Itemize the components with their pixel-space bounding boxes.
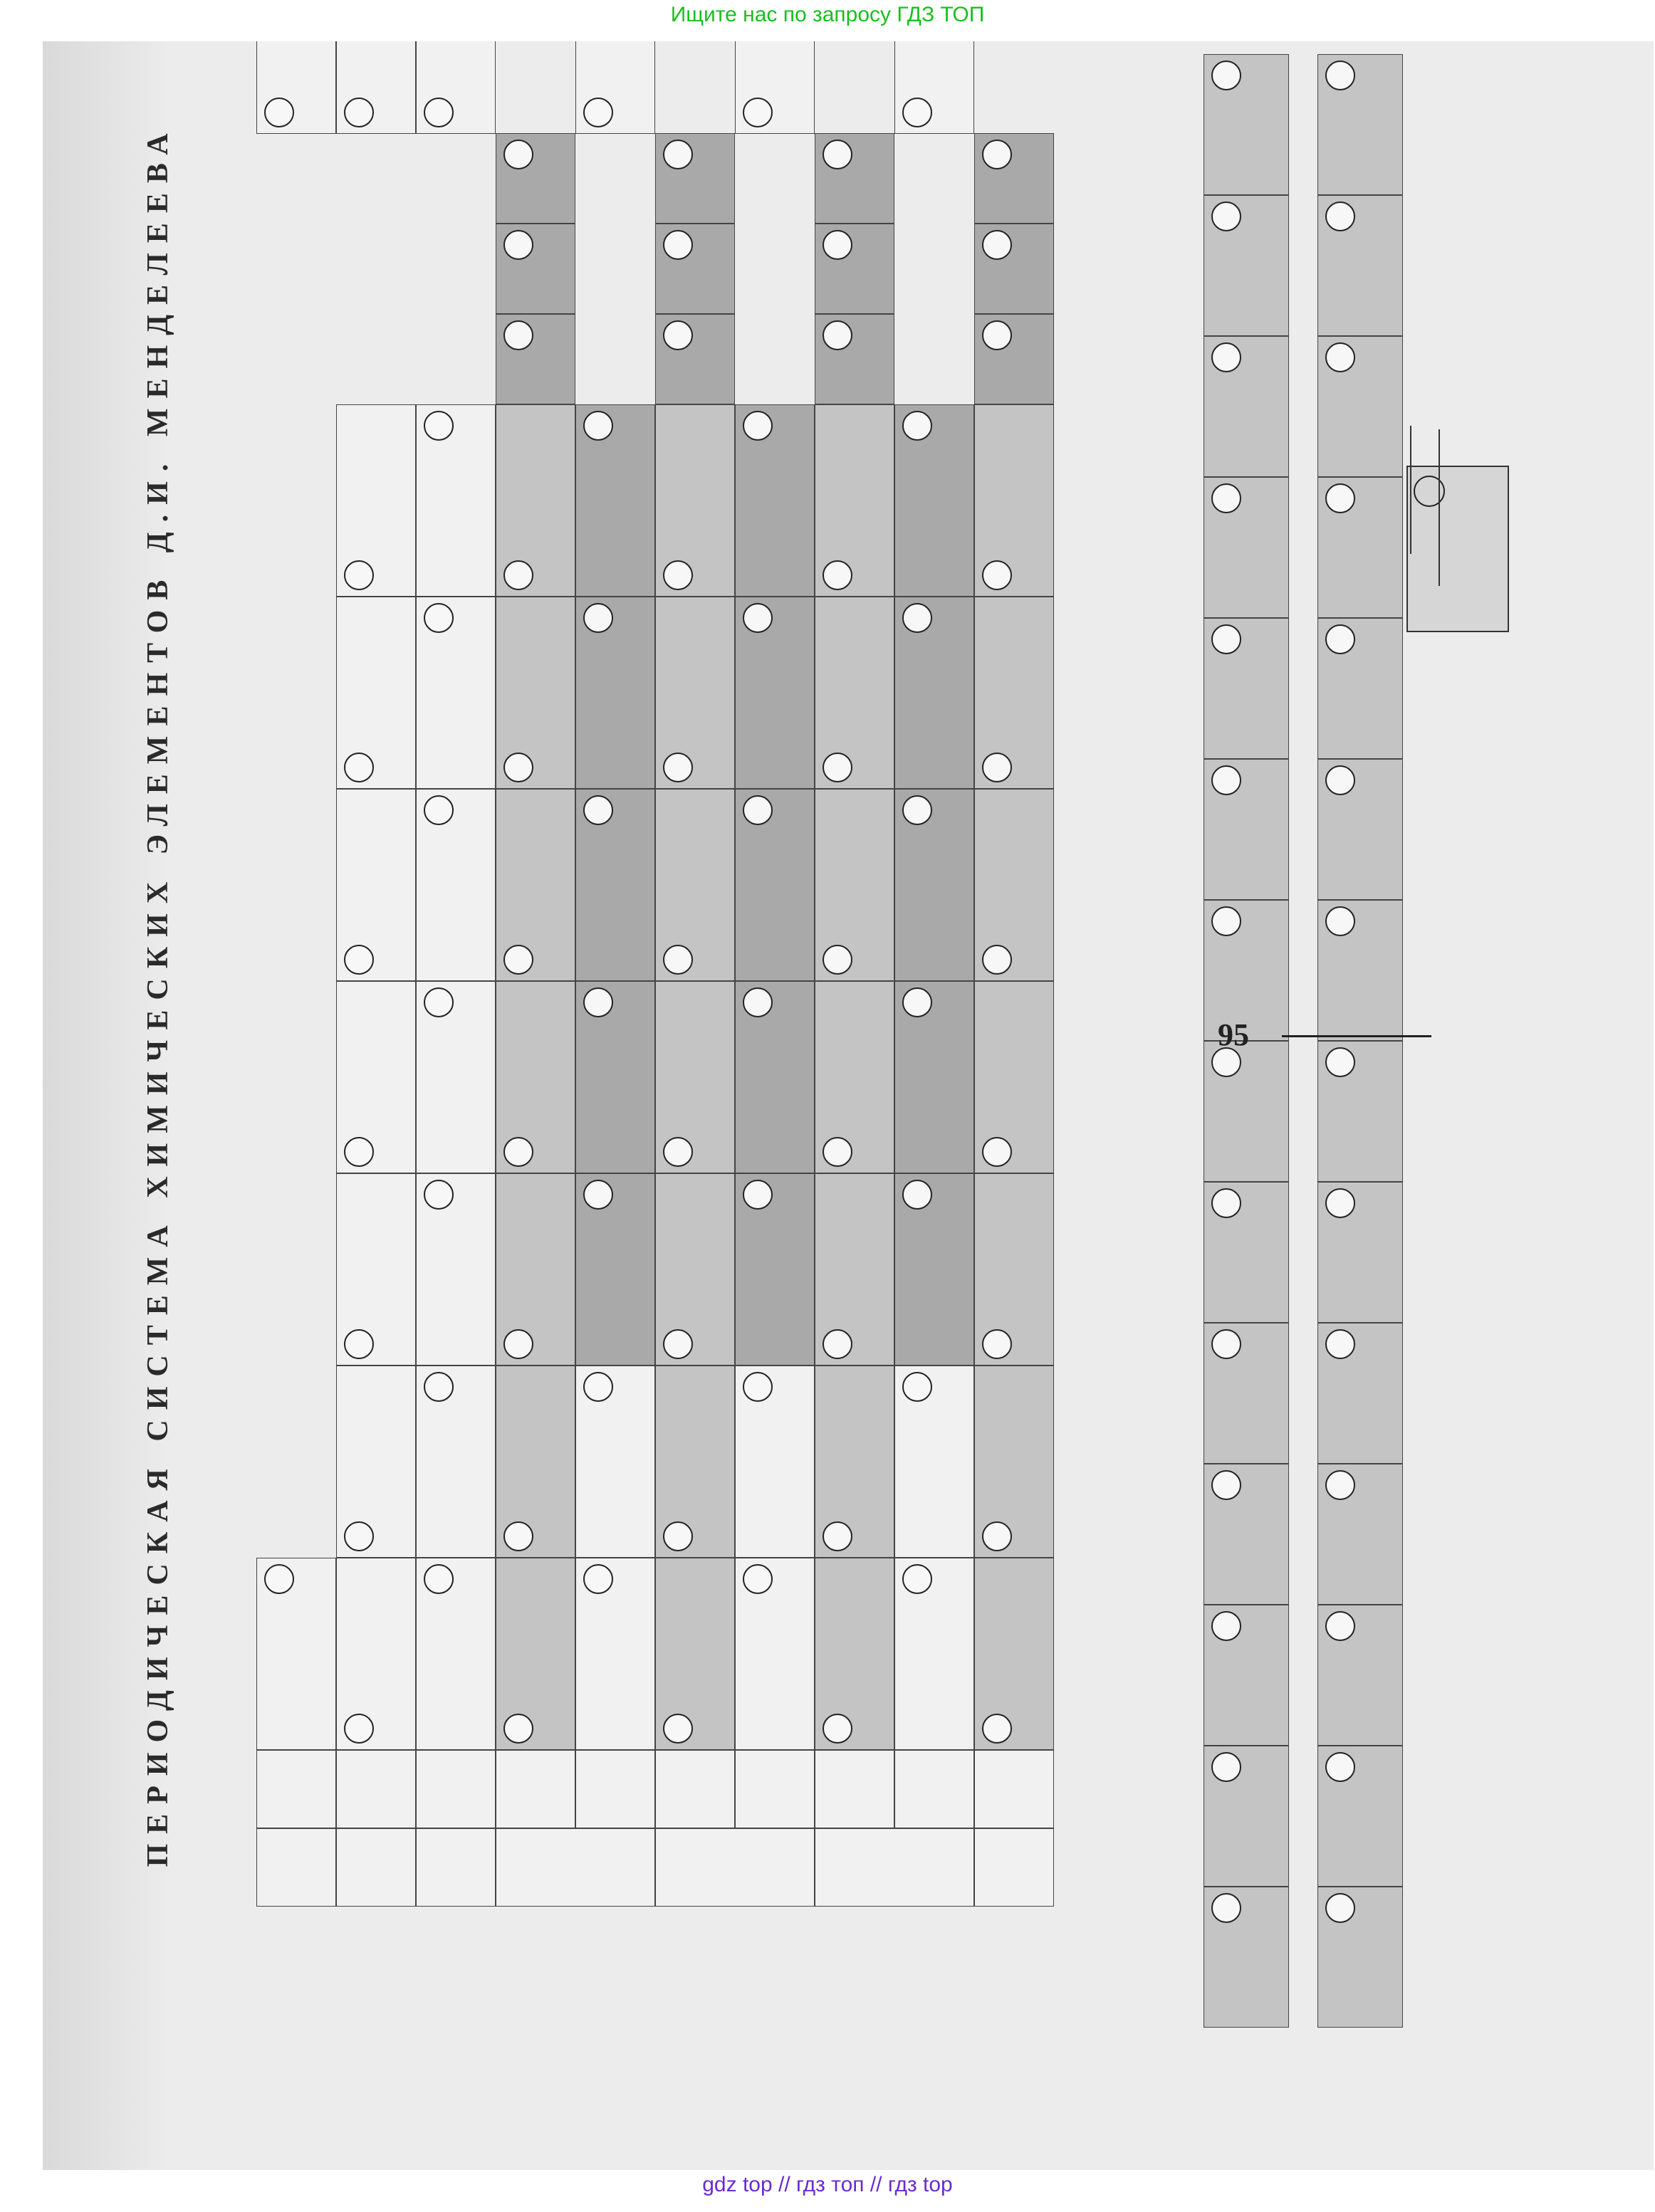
element-cell-Bh (974, 404, 1054, 597)
element-cell-Sb (735, 789, 815, 981)
element-cell-Es (1317, 618, 1403, 759)
atomic-number (902, 603, 932, 633)
atomic-number (982, 945, 1012, 975)
atomic-number (1325, 1611, 1355, 1641)
atomic-number (344, 945, 374, 975)
element-cell-Bi (894, 789, 974, 981)
element-cell-Cs (815, 1558, 894, 1750)
element-cell-K (496, 1558, 575, 1750)
element-cell-Tl (894, 1173, 974, 1366)
atomic-number (663, 1714, 693, 1744)
element-cell-Hs (974, 314, 1054, 404)
element-cell-Cu (575, 1558, 655, 1750)
element-cell-Eu (1204, 1182, 1289, 1323)
atomic-number (823, 1714, 852, 1744)
atomic-number (1211, 342, 1241, 372)
atomic-number (344, 1137, 374, 1167)
atomic-number (743, 603, 773, 633)
promo-banner-bottom[interactable]: gdz top // гдз топ // гдз top (702, 2173, 953, 2196)
atomic-number (823, 1137, 852, 1167)
row-number (496, 1750, 575, 1828)
atomic-number (1325, 61, 1355, 90)
atomic-number (823, 320, 852, 350)
element-cell-C (336, 981, 416, 1173)
element-cell-Ds (974, 133, 1054, 224)
atomic-number (583, 795, 613, 825)
element-cell-Bk (1317, 900, 1403, 1041)
promo-banner-top[interactable]: Ищите нас по запросу ГДЗ ТОП (670, 3, 985, 26)
element-cell-Lu (1204, 54, 1289, 195)
legend-pointer-line (1439, 429, 1440, 586)
element-cell-Sm (1204, 1323, 1289, 1464)
element-cell-Li (336, 1558, 416, 1750)
atomic-number (663, 140, 693, 169)
atomic-number (583, 1180, 613, 1210)
element-cell-Pb (894, 981, 974, 1173)
element-cell-Pd (655, 133, 735, 224)
element-cell-Lr (1317, 54, 1403, 195)
element-cell-Cl (416, 404, 496, 597)
atomic-number (823, 945, 852, 975)
element-cell-Ac (974, 1173, 1054, 1366)
atomic-number (1211, 201, 1241, 231)
period-number (416, 1828, 496, 1907)
element-cell-Se (575, 597, 655, 789)
element-cell-Te (735, 597, 815, 789)
atomic-number (424, 795, 454, 825)
element-cell-Pm (1204, 1464, 1289, 1605)
atomic-number (982, 140, 1012, 169)
atomic-number (823, 753, 852, 782)
atomic-number (743, 795, 773, 825)
atomic-number (1211, 906, 1241, 936)
atomic-number (1325, 201, 1355, 231)
atomic-number (1325, 1470, 1355, 1500)
atomic-number (1325, 483, 1355, 513)
atomic-number (344, 1714, 374, 1744)
element-cell-O (336, 597, 416, 789)
atomic-number (503, 320, 533, 350)
element-cell-Fe (496, 314, 575, 404)
atomic-number (344, 98, 374, 127)
element-cell-P (416, 789, 496, 981)
atomic-number (663, 320, 693, 350)
element-cell-Am (1317, 1182, 1403, 1323)
element-cell-B (336, 1173, 416, 1366)
atomic-number (1211, 624, 1241, 654)
element-cell-F (336, 404, 416, 597)
atomic-number (982, 1521, 1012, 1551)
atomic-number (823, 560, 852, 590)
atomic-number (823, 1521, 852, 1551)
element-cell-S (416, 597, 496, 789)
atomic-number (583, 411, 613, 441)
atomic-number (663, 753, 693, 782)
period-number (815, 1828, 974, 1907)
element-cell-Ba (815, 1366, 894, 1558)
element-cell-Ne (336, 41, 416, 134)
element-cell-Ta (815, 789, 894, 981)
period-number (974, 1828, 1054, 1907)
row-number (416, 1750, 496, 1828)
atomic-number (1211, 1470, 1241, 1500)
atomic-number (344, 1521, 374, 1551)
atomic-number (1211, 1188, 1241, 1218)
header-periods (178, 1828, 256, 1907)
atomic-number (1325, 1893, 1355, 1923)
legend-number (1414, 476, 1445, 507)
atomic-number (503, 140, 533, 169)
element-cell-Hg (894, 1366, 974, 1558)
page-number-rule (1282, 1035, 1431, 1037)
atomic-number (344, 753, 374, 782)
element-cell-Ni (496, 133, 575, 224)
atomic-number (424, 1180, 454, 1210)
element-cell-Po (894, 597, 974, 789)
row-number (894, 1750, 974, 1828)
atomic-number (663, 1329, 693, 1359)
atomic-number (743, 411, 773, 441)
element-cell-Ir (815, 224, 894, 314)
atomic-number (902, 98, 932, 127)
atomic-number (743, 1564, 773, 1594)
element-cell-Y (655, 1173, 735, 1366)
element-cell-U (1317, 1605, 1403, 1746)
atomic-number (344, 560, 374, 590)
element-cell-Rn (894, 41, 974, 134)
element-cell-Fm (1317, 477, 1403, 618)
row-number (336, 1750, 416, 1828)
element-cell-Xe (735, 41, 815, 134)
element-cell-Kr (575, 41, 655, 134)
atomic-number (1211, 1329, 1241, 1359)
atomic-number (424, 98, 454, 127)
element-cell-Co (496, 224, 575, 314)
element-cell-Rf (974, 981, 1054, 1173)
period-number (655, 1828, 815, 1907)
element-cell-He (256, 41, 336, 134)
row-number (974, 1750, 1054, 1828)
period-number (496, 1828, 655, 1907)
element-cell-Pt (815, 133, 894, 224)
element-cell-In (735, 1173, 815, 1366)
atomic-number (902, 411, 932, 441)
scanned-page (43, 41, 1654, 2170)
element-cell-Sc (496, 1173, 575, 1366)
legend-pointer-line (1410, 426, 1411, 554)
atomic-number (1325, 342, 1355, 372)
element-cell-W (815, 597, 894, 789)
table-title: ПЕРИОДИЧЕСКАЯ СИСТЕМА ХИМИЧЕСКИХ ЭЛЕМЕНТОВ Д.И. МЕНДЕЛЕЕВА (142, 123, 174, 1867)
element-cell-I (735, 404, 815, 597)
element-cell-Pu (1317, 1323, 1403, 1464)
atomic-number (663, 230, 693, 260)
element-cell-Er (1204, 477, 1289, 618)
element-cell-Ra (974, 1366, 1054, 1558)
element-cell-Cd (735, 1366, 815, 1558)
legend-rotated (1406, 466, 1509, 632)
element-cell-Al (416, 1173, 496, 1366)
element-cell-Ca (496, 1366, 575, 1558)
element-cell-Zr (655, 981, 735, 1173)
atomic-number (1325, 1752, 1355, 1782)
atomic-number (503, 1137, 533, 1167)
element-cell-La (815, 1173, 894, 1366)
element-cell-Hf (815, 981, 894, 1173)
atomic-number (902, 1564, 932, 1594)
atomic-number (503, 1521, 533, 1551)
element-cell-Ge (575, 981, 655, 1173)
atomic-number (743, 1180, 773, 1210)
element-cell-Be (336, 1366, 416, 1558)
atomic-number (1325, 624, 1355, 654)
atomic-number (982, 1137, 1012, 1167)
row-number (655, 1750, 735, 1828)
atomic-number (902, 1372, 932, 1402)
row-number (735, 1750, 815, 1828)
element-cell-Mn (496, 404, 575, 597)
element-cell-Md (1317, 336, 1403, 477)
atomic-number (503, 945, 533, 975)
element-cell-Np (1317, 1464, 1403, 1605)
atomic-number (982, 320, 1012, 350)
page-number: 95 (1218, 1017, 1249, 1052)
atomic-number (823, 1329, 852, 1359)
element-cell-Re (815, 404, 894, 597)
element-cell-Pa (1317, 1746, 1403, 1887)
element-cell-Tc (655, 404, 735, 597)
atomic-number (503, 560, 533, 590)
atomic-number (503, 230, 533, 260)
header-rows (178, 1750, 256, 1828)
element-cell-Yb (1204, 195, 1289, 336)
atomic-number (503, 753, 533, 782)
element-cell-Ru (655, 314, 735, 404)
atomic-number (663, 945, 693, 975)
element-cell-Ti (496, 981, 575, 1173)
atomic-number (1211, 765, 1241, 795)
element-cell-Sr (655, 1366, 735, 1558)
atomic-number (1325, 1188, 1355, 1218)
atomic-number (743, 987, 773, 1017)
element-cell-Rh (655, 224, 735, 314)
atomic-number (1325, 1047, 1355, 1077)
element-cell-Db (974, 789, 1054, 981)
element-cell-As (575, 789, 655, 981)
atomic-number (1325, 765, 1355, 795)
element-cell-Mo (655, 597, 735, 789)
atomic-number (344, 1329, 374, 1359)
atomic-number (823, 230, 852, 260)
actinides-strip (1317, 48, 1403, 2028)
element-cell-Nd (1204, 1605, 1289, 1746)
atomic-number (583, 1372, 613, 1402)
atomic-number (663, 1521, 693, 1551)
atomic-number (902, 1180, 932, 1210)
element-cell-Cf (1317, 759, 1403, 900)
atomic-number (583, 1564, 613, 1594)
element-cell-Dy (1204, 759, 1289, 900)
atomic-number (982, 753, 1012, 782)
atomic-number (503, 1714, 533, 1744)
element-cell-Ce (1204, 1887, 1289, 2028)
element-cell-Sg (974, 597, 1054, 789)
element-cell-Os (815, 314, 894, 404)
element-cell-Zn (575, 1366, 655, 1558)
atomic-number (743, 98, 773, 127)
atomic-number (663, 560, 693, 590)
atomic-number (902, 987, 932, 1017)
element-cell-H (256, 1558, 336, 1750)
element-cell-Tm (1204, 336, 1289, 477)
atomic-number (1211, 1752, 1241, 1782)
atomic-number (424, 411, 454, 441)
row-number (256, 1750, 336, 1828)
periodic-table (135, 41, 1061, 2028)
atomic-number (743, 1372, 773, 1402)
atomic-number (424, 1564, 454, 1594)
element-cell-Gd (1204, 1041, 1289, 1182)
atomic-number (1211, 483, 1241, 513)
atomic-number (424, 603, 454, 633)
element-cell-Ho (1204, 618, 1289, 759)
atomic-number (1325, 906, 1355, 936)
atomic-number (503, 1329, 533, 1359)
element-cell-Br (575, 404, 655, 597)
element-cell-N (336, 789, 416, 981)
element-cell-Ag (735, 1558, 815, 1750)
element-cell-Rb (655, 1558, 735, 1750)
element-cell-Si (416, 981, 496, 1173)
atomic-number (663, 1137, 693, 1167)
element-cell-Th (1317, 1887, 1403, 2028)
row-number (575, 1750, 655, 1828)
atomic-number (982, 1714, 1012, 1744)
element-cell-Fr (974, 1558, 1054, 1750)
period-number (336, 1828, 416, 1907)
element-cell-Mg (416, 1366, 496, 1558)
atomic-number (583, 603, 613, 633)
period-number (256, 1828, 336, 1907)
atomic-number (264, 1564, 294, 1594)
atomic-number (424, 987, 454, 1017)
atomic-number (1211, 61, 1241, 90)
element-cell-Nb (655, 789, 735, 981)
element-cell-Sn (735, 981, 815, 1173)
element-cell-At (894, 404, 974, 597)
element-cell-No (1317, 195, 1403, 336)
element-cell-Mt (974, 224, 1054, 314)
element-cell-Au (894, 1558, 974, 1750)
atomic-number (902, 795, 932, 825)
atomic-number (583, 987, 613, 1017)
element-cell-Ga (575, 1173, 655, 1366)
atomic-number (583, 98, 613, 127)
atomic-number (823, 140, 852, 169)
atomic-number (264, 98, 294, 127)
atomic-number (424, 1372, 454, 1402)
element-cell-V (496, 789, 575, 981)
atomic-number (1211, 1611, 1241, 1641)
atomic-number (1325, 1329, 1355, 1359)
atomic-number (1211, 1893, 1241, 1923)
element-cell-Pr (1204, 1746, 1289, 1887)
atomic-number (982, 560, 1012, 590)
element-cell-Na (416, 1558, 496, 1750)
atomic-number (982, 230, 1012, 260)
element-cell-Cm (1317, 1041, 1403, 1182)
element-cell-Ar (416, 41, 496, 134)
element-cell-Cr (496, 597, 575, 789)
atomic-number (982, 1329, 1012, 1359)
row-number (815, 1750, 894, 1828)
